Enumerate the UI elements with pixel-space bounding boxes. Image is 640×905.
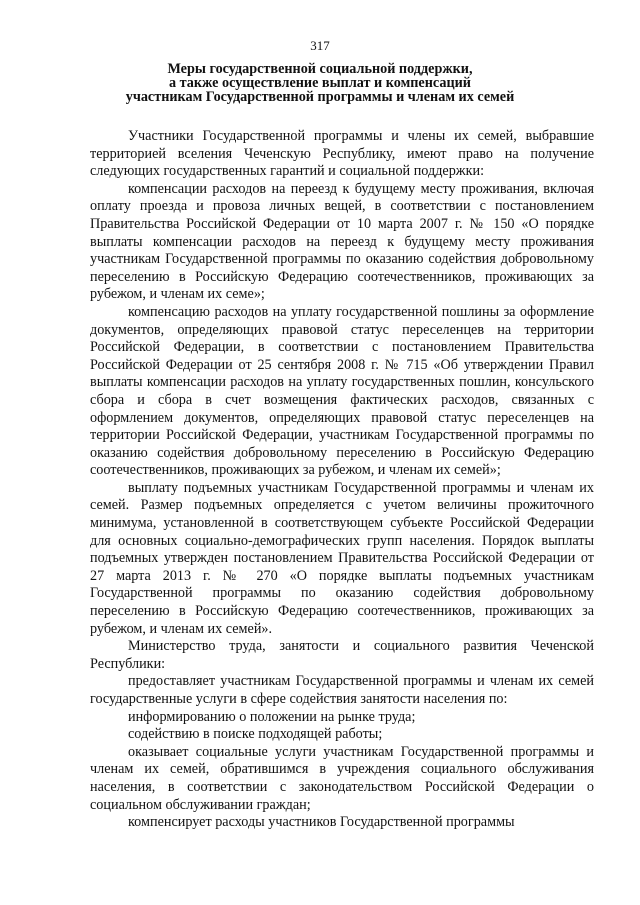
paragraph: предоставляет участникам Государственной программы и членам их семей государственные услуги в сфере содействия занятости населения по:: [90, 673, 594, 707]
document-body: [90, 128, 594, 832]
paragraph: информированию о положении на рынке труда;: [128, 708, 416, 725]
paragraph: Министерство труда, занятости и социального развития Чеченской Республики:: [90, 638, 594, 672]
paragraph: Участники Государственной программы и члены их семей, выбравшие территорией вселения Чеченскую Республику, имеют право на получение следующих государственных гарантий и социальной поддержки:: [90, 128, 594, 180]
title-line: Меры государственной социальной поддержки,: [167, 61, 473, 77]
paragraph: содействию в поиске подходящей работы;: [128, 726, 383, 743]
paragraph: компенсации расходов на переезд к будущему месту проживания, включая оплату проезда и провоза личных вещей, в соответствии с постановлением Правительства Российской Федерации от 10 марта 2007 г. № 150 «О порядке выплаты компенсации расходов на переезд к будущему месту проживания участникам Государственной программы по оказанию содействия добровольному переселению в Российскую Федерацию соотечественников, проживающих за рубежом, и членам их семе»;: [90, 180, 594, 303]
paragraph: оказывает социальные услуги участникам Государственной программы и членам их семей, обратившимся в учреждения социального обслуживания населения, в соответствии с законодательством Российской Федерации о социальном обслуживании граждан;: [90, 743, 594, 813]
paragraph: компенсацию расходов на уплату государственной пошлины за оформление документов, определяющих правовой статус переселенцев на территории Российской Федерации, в соответствии с постановлением Правительства Российской Федерации от 25 сентября 2008 г. № 715 «Об утверждении Правил выплаты компенсации расходов на уплату государственных пошлин, консульского сбора и сбора в счет возмещения фактических расходов, связанных с оформлением документов, определяющих правовой статус переселенцев на территории Российской Федерации, участникам Государственной программы по оказанию содействия добровольному переселению в Российскую Федерацию соотечественников, проживающих за рубежом, и членам их семей»;: [90, 303, 594, 479]
section-title: [90, 62, 550, 104]
title-line: участникам Государственной программы и членам их семей: [125, 89, 515, 105]
title-line: а также осуществление выплат и компенсаций: [169, 75, 471, 91]
page-number: 317: [310, 38, 330, 53]
paragraph: компенсирует расходы участников Государственной программы: [128, 814, 515, 831]
paragraph: выплату подъемных участникам Государственной программы и членам их семей. Размер подъемных определяется с учетом величины прожиточного минимума, установленной в соответствующем субъекте Российской Федерации для основных социально-демографических групп населения. Порядок выплаты подъемных утвержден постановлением Правительства Российской Федерации от 27 марта 2013 г. № 270 «О порядке выплаты подъемных участникам Государственной программы по оказанию содействия добровольному переселению в Российскую Федерацию соотечественников, проживающих за рубежом, и членам их семей».: [90, 479, 594, 637]
